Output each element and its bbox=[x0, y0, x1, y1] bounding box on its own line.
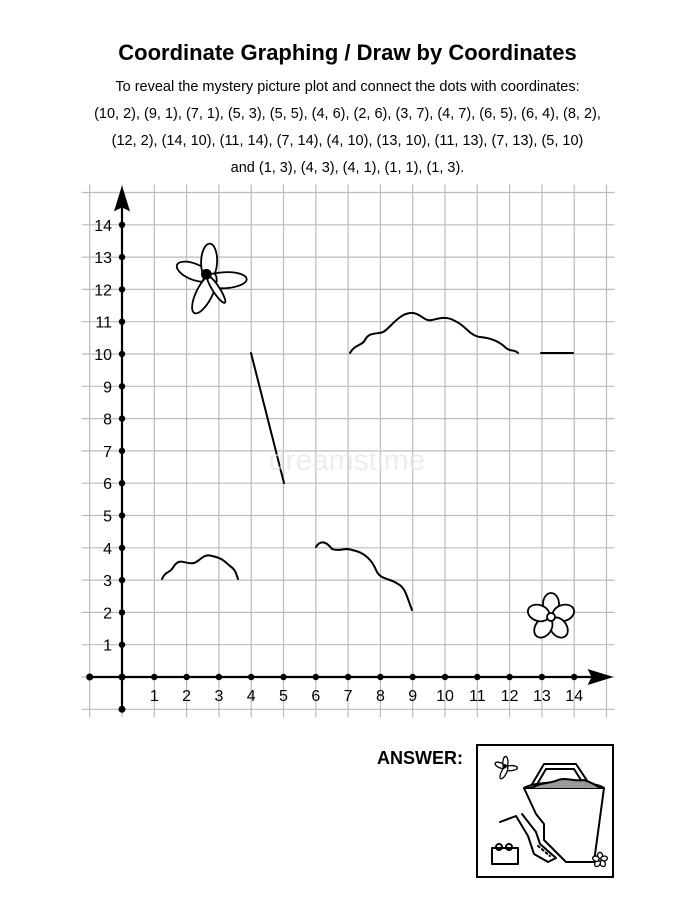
axis-dot bbox=[86, 674, 93, 681]
x-tick-dot bbox=[506, 674, 512, 680]
answer-label: ANSWER: bbox=[377, 748, 463, 768]
answer-picture bbox=[476, 744, 614, 878]
x-tick-dot bbox=[183, 674, 189, 680]
y-tick-dot bbox=[119, 545, 125, 551]
y-tick-label: 2 bbox=[103, 605, 112, 623]
x-tick-label: 10 bbox=[436, 688, 454, 705]
x-tick-label: 9 bbox=[408, 688, 418, 705]
y-tick-label: 9 bbox=[103, 379, 112, 397]
y-tick-label: 3 bbox=[103, 573, 112, 591]
x-tick-label: 13 bbox=[533, 688, 551, 705]
x-tick-dot bbox=[474, 674, 480, 680]
y-tick-label: 7 bbox=[103, 443, 112, 461]
y-tick-label: 6 bbox=[103, 476, 112, 494]
axis-dot bbox=[119, 706, 126, 713]
x-tick-label: 8 bbox=[375, 688, 385, 705]
y-tick-dot bbox=[119, 448, 125, 454]
y-tick-label: 13 bbox=[94, 250, 112, 268]
x-tick-label: 3 bbox=[214, 688, 224, 705]
y-tick-dot bbox=[119, 642, 125, 648]
x-tick-label: 14 bbox=[565, 688, 584, 705]
x-tick-dot bbox=[410, 674, 416, 680]
y-tick-dot bbox=[119, 351, 125, 357]
x-tick-dot bbox=[216, 674, 222, 680]
x-tick-label: 4 bbox=[246, 688, 256, 705]
y-tick-label: 5 bbox=[103, 508, 112, 526]
flower-icon bbox=[526, 593, 577, 641]
y-tick-dot bbox=[119, 609, 125, 615]
instruction-line-2: (10, 2), (9, 1), (7, 1), (5, 3), (5, 5), (4, 6), (2, 6), (3, 7), (4, 7), (6, 5), (6, 4), (8, 2), bbox=[94, 106, 601, 122]
y-tick-label: 1 bbox=[103, 637, 112, 655]
y-tick-dot bbox=[119, 512, 125, 518]
watermark-logo: dreamstime bbox=[268, 444, 426, 477]
y-tick-label: 14 bbox=[94, 217, 112, 235]
axis-dot bbox=[119, 674, 126, 681]
page-title: Coordinate Graphing / Draw by Coordinates bbox=[118, 40, 577, 65]
y-tick-dot bbox=[119, 222, 125, 228]
y-tick-dot bbox=[119, 286, 125, 292]
x-tick-dot bbox=[248, 674, 254, 680]
x-tick-dot bbox=[280, 674, 286, 680]
y-tick-label: 8 bbox=[103, 411, 112, 429]
y-tick-label: 12 bbox=[94, 282, 112, 300]
x-tick-dot bbox=[313, 674, 319, 680]
x-tick-dot bbox=[571, 674, 577, 680]
dragonfly-icon bbox=[161, 231, 254, 322]
x-tick-dot bbox=[151, 674, 157, 680]
hint-bump-left bbox=[162, 555, 238, 579]
y-tick-dot bbox=[119, 383, 125, 389]
x-tick-label: 12 bbox=[500, 688, 519, 705]
y-tick-dot bbox=[119, 254, 125, 260]
x-tick-label: 11 bbox=[468, 688, 486, 705]
instruction-line-1: To reveal the mystery picture plot and connect the dots with coordinates: bbox=[115, 79, 580, 95]
x-tick-dot bbox=[539, 674, 545, 680]
y-tick-label: 11 bbox=[95, 314, 112, 332]
instruction-line-4: and (1, 3), (4, 3), (4, 1), (1, 1), (1, 3). bbox=[230, 160, 465, 176]
x-tick-label: 1 bbox=[149, 688, 159, 705]
hint-curve-middle bbox=[316, 542, 412, 610]
x-tick-dot bbox=[377, 674, 383, 680]
x-tick-dot bbox=[442, 674, 448, 680]
x-tick-label: 5 bbox=[279, 688, 288, 705]
x-tick-dot bbox=[345, 674, 351, 680]
y-tick-label: 10 bbox=[94, 347, 112, 364]
x-tick-label: 7 bbox=[343, 688, 353, 705]
y-tick-label: 4 bbox=[103, 540, 112, 558]
y-tick-dot bbox=[119, 415, 125, 421]
small-box bbox=[492, 848, 518, 864]
hint-cloud-top bbox=[350, 313, 518, 353]
y-tick-dot bbox=[119, 480, 125, 486]
y-tick-dot bbox=[119, 319, 125, 325]
instruction-line-3: (12, 2), (14, 10), (11, 14), (7, 14), (4, 10), (13, 10), (11, 13), (7, 13), (5, 10) bbox=[111, 133, 584, 149]
x-tick-label: 2 bbox=[182, 688, 192, 705]
x-tick-label: 6 bbox=[311, 688, 321, 705]
y-tick-dot bbox=[119, 577, 125, 583]
